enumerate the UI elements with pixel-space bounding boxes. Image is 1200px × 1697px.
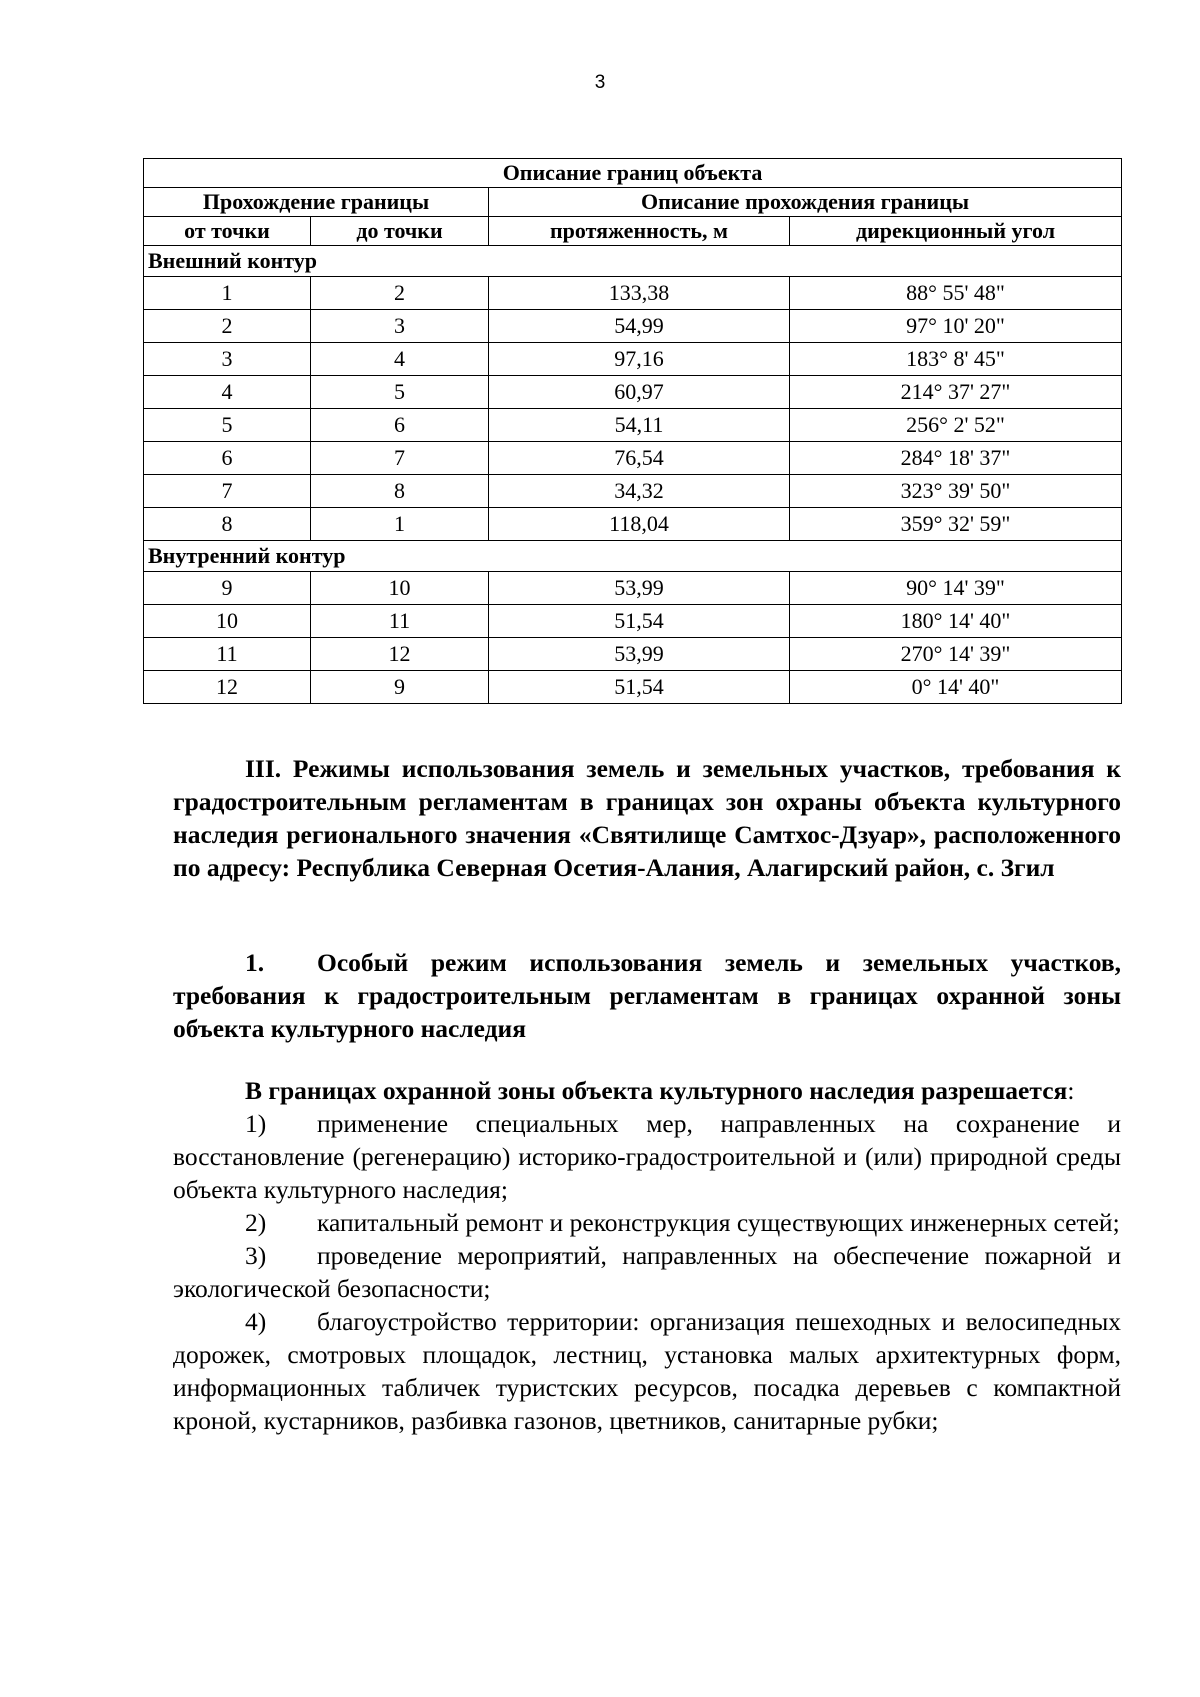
column-header-length: протяженность, м xyxy=(489,217,790,246)
cell-length: 76,54 xyxy=(489,442,790,475)
list-item-number: 3) xyxy=(245,1241,267,1270)
list-item xyxy=(173,1305,1121,1437)
cell-length: 60,97 xyxy=(489,376,790,409)
list-item xyxy=(173,1107,1121,1206)
cell-from-point: 4 xyxy=(144,376,311,409)
cell-angle: 323° 39' 50" xyxy=(790,475,1122,508)
cell-from-point: 8 xyxy=(144,508,311,541)
cell-angle: 183° 8' 45" xyxy=(790,343,1122,376)
cell-angle: 0° 14' 40" xyxy=(790,671,1122,704)
list-item-text: благоустройство территории: организация пешеходных и велосипедных дорожек, смотровых площадок, лестниц, установка малых архитектурных форм, информационных табличек туристских ресурсов, посадка деревьев с компактной кроной, кустарников, разбивка газонов, цветников, санитарные рубки; xyxy=(173,1307,1121,1435)
cell-to-point: 1 xyxy=(311,508,489,541)
list-item xyxy=(173,1206,1121,1239)
cell-to-point: 10 xyxy=(311,572,489,605)
cell-from-point: 12 xyxy=(144,671,311,704)
cell-angle: 88° 55' 48" xyxy=(790,277,1122,310)
permissions-intro xyxy=(173,1074,1121,1107)
list-item-number: 4) xyxy=(245,1307,267,1336)
cell-angle: 270° 14' 39" xyxy=(790,638,1122,671)
section3-heading-text: III. Режимы использования земель и земельных участков, требования к градостроительным регламентам в границах зон охраны объекта культурного наследия регионального значения «Святилище Самтхос-Дзуар», расположенного по адресу: Республика Северная Осетия-Алания, Алагирский район, с. Згил xyxy=(173,754,1121,882)
list-item-number: 2) xyxy=(245,1208,267,1237)
cell-to-point: 7 xyxy=(311,442,489,475)
table-row xyxy=(144,409,1122,442)
cell-from-point: 2 xyxy=(144,310,311,343)
cell-to-point: 11 xyxy=(311,605,489,638)
column-header-from: от точки xyxy=(144,217,311,246)
cell-to-point: 5 xyxy=(311,376,489,409)
cell-length: 133,38 xyxy=(489,277,790,310)
cell-length: 118,04 xyxy=(489,508,790,541)
cell-from-point: 11 xyxy=(144,638,311,671)
cell-from-point: 9 xyxy=(144,572,311,605)
table-body xyxy=(144,246,1122,704)
cell-length: 51,54 xyxy=(489,605,790,638)
permissions-intro-bold: В границах охранной зоны объекта культурного наследия разрешается xyxy=(245,1076,1068,1105)
subsection1-heading-text: Особый режим использования земель и земельных участков, требования к градостроительным регламентам в границах охранной зоны объекта культурного наследия xyxy=(173,948,1121,1043)
subsection1-heading xyxy=(173,946,1121,1045)
cell-to-point: 6 xyxy=(311,409,489,442)
cell-from-point: 5 xyxy=(144,409,311,442)
cell-angle: 180° 14' 40" xyxy=(790,605,1122,638)
table-row xyxy=(144,310,1122,343)
section-label: Внешний контур xyxy=(144,246,1122,277)
cell-to-point: 2 xyxy=(311,277,489,310)
cell-angle: 284° 18' 37" xyxy=(790,442,1122,475)
table-row xyxy=(144,508,1122,541)
permissions-block xyxy=(173,1074,1121,1437)
group-header-description: Описание прохождения границы xyxy=(489,188,1122,217)
cell-to-point: 12 xyxy=(311,638,489,671)
cell-to-point: 4 xyxy=(311,343,489,376)
cell-length: 51,54 xyxy=(489,671,790,704)
column-header-angle: дирекционный угол xyxy=(790,217,1122,246)
table-row xyxy=(144,638,1122,671)
cell-length: 54,11 xyxy=(489,409,790,442)
subsection1-number: 1. xyxy=(245,948,265,977)
table-row xyxy=(144,442,1122,475)
cell-from-point: 3 xyxy=(144,343,311,376)
permissions-list xyxy=(173,1107,1121,1437)
cell-to-point: 9 xyxy=(311,671,489,704)
cell-length: 53,99 xyxy=(489,572,790,605)
list-item xyxy=(173,1239,1121,1305)
boundary-table xyxy=(143,158,1122,704)
column-header-to: до точки xyxy=(311,217,489,246)
table-title: Описание границ объекта xyxy=(144,159,1122,188)
cell-from-point: 6 xyxy=(144,442,311,475)
cell-length: 54,99 xyxy=(489,310,790,343)
list-item-text: проведение мероприятий, направленных на обеспечение пожарной и экологической безопасности; xyxy=(173,1241,1121,1303)
list-item-text: капитальный ремонт и реконструкция существующих инженерных сетей; xyxy=(317,1208,1120,1237)
table-row xyxy=(144,572,1122,605)
cell-angle: 90° 14' 39" xyxy=(790,572,1122,605)
list-item-text: применение специальных мер, направленных на сохранение и восстановление (регенерацию) историко-градостроительной и (или) природной среды объекта культурного наследия; xyxy=(173,1109,1121,1204)
cell-length: 97,16 xyxy=(489,343,790,376)
cell-length: 34,32 xyxy=(489,475,790,508)
permissions-intro-suffix: : xyxy=(1067,1076,1075,1105)
group-header-passage: Прохождение границы xyxy=(144,188,489,217)
section3-heading xyxy=(173,752,1121,884)
cell-to-point: 8 xyxy=(311,475,489,508)
table-row xyxy=(144,343,1122,376)
list-item-number: 1) xyxy=(245,1109,267,1138)
table-row xyxy=(144,475,1122,508)
table-row xyxy=(144,376,1122,409)
table-row xyxy=(144,277,1122,310)
table-row xyxy=(144,605,1122,638)
cell-from-point: 1 xyxy=(144,277,311,310)
cell-angle: 359° 32' 59" xyxy=(790,508,1122,541)
cell-length: 53,99 xyxy=(489,638,790,671)
cell-angle: 97° 10' 20" xyxy=(790,310,1122,343)
cell-from-point: 7 xyxy=(144,475,311,508)
cell-angle: 214° 37' 27" xyxy=(790,376,1122,409)
cell-from-point: 10 xyxy=(144,605,311,638)
section-label: Внутренний контур xyxy=(144,541,1122,572)
cell-to-point: 3 xyxy=(311,310,489,343)
cell-angle: 256° 2' 52" xyxy=(790,409,1122,442)
page-number: 3 xyxy=(594,72,606,93)
table-row xyxy=(144,671,1122,704)
